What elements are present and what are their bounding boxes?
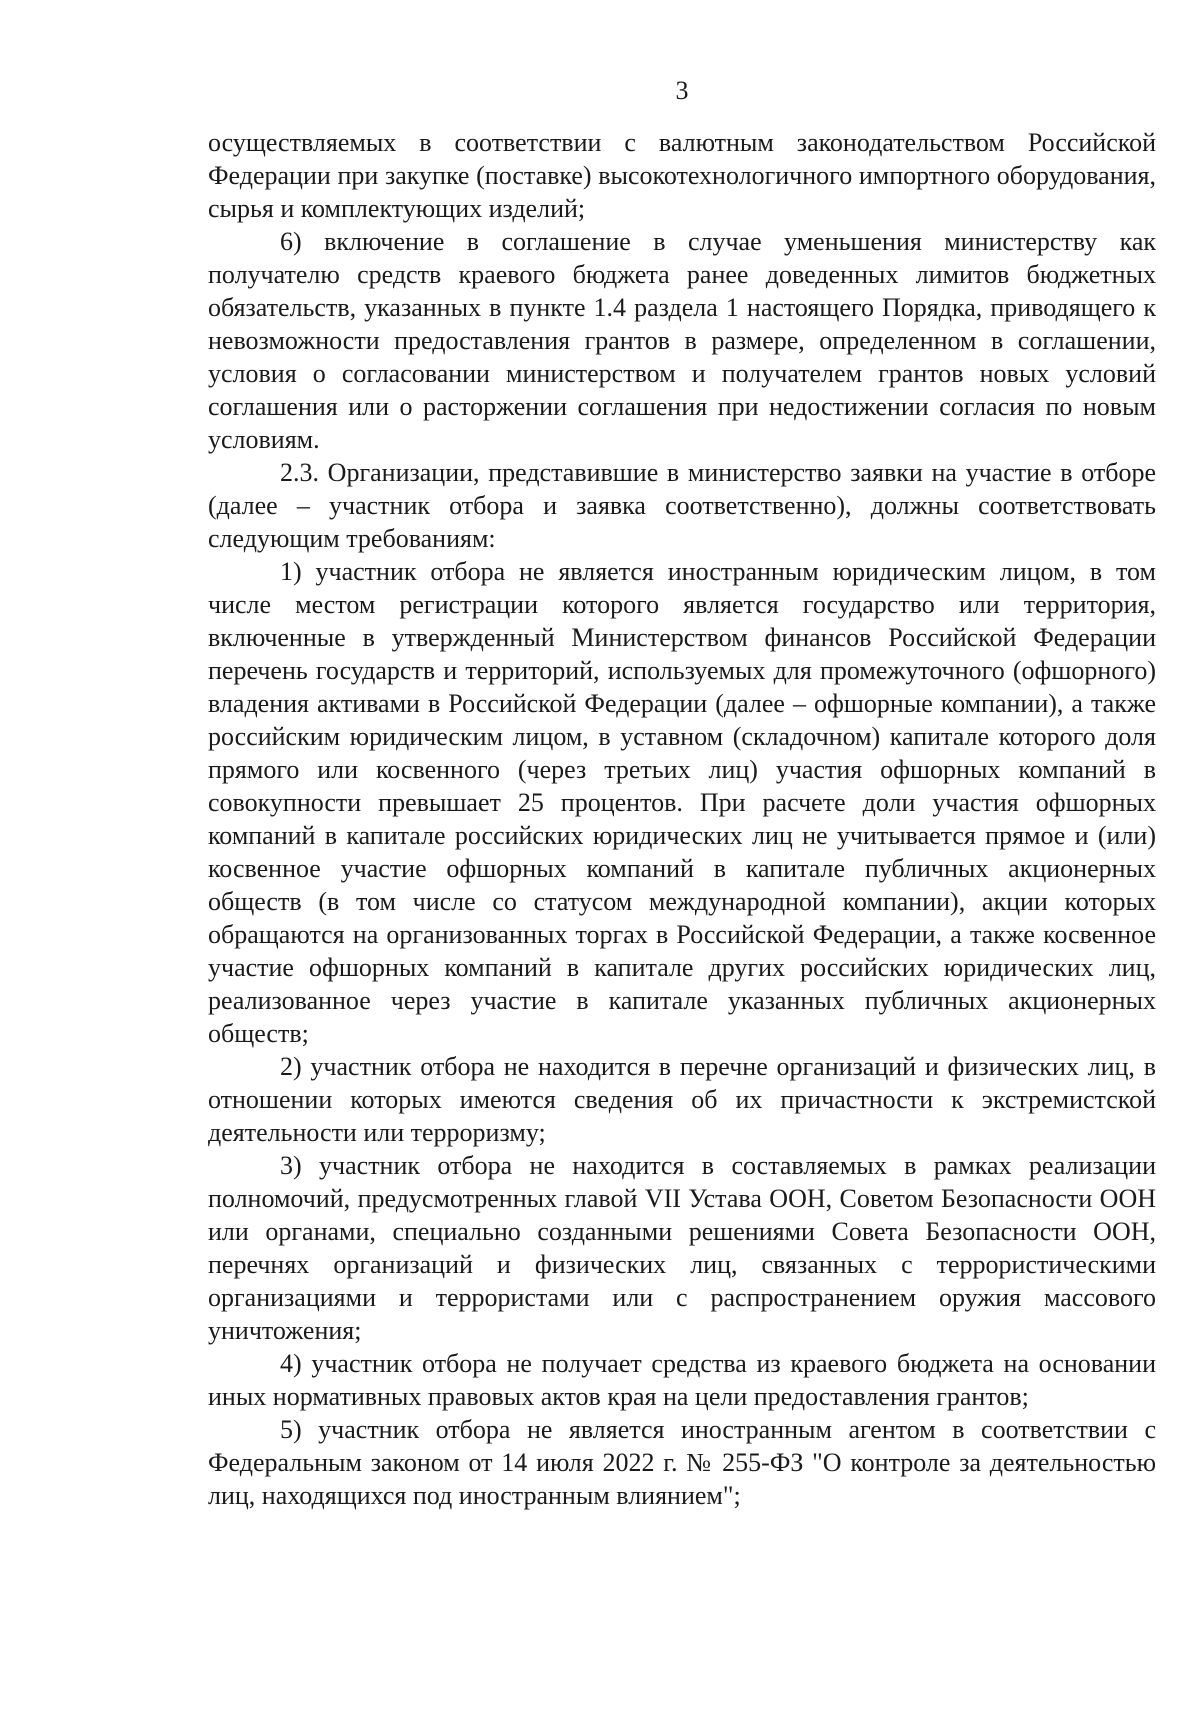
paragraph-item-6: 6) включение в соглашение в случае уменьшения министерству как получателю средств краевого бюджета ранее доведенных лимитов бюджетных обязательств, указанных в пункте 1.4 раздела 1 настоящего Порядка, приводящего к невозможности предоставления грантов в размере, определенном в соглашении, условия о согласовании министерством и получателем грантов новых условий соглашения или о расторжении соглашения при недостижении согласия по новым условиям. <box>208 227 1156 454</box>
page-number: 3 <box>675 76 689 105</box>
paragraph-requirement-5: 5) участник отбора не является иностранным агентом в соответствии с Федеральным законом от 14 июля 2022 г. № 255-ФЗ "О контроле за деятельностью лиц, находящихся под иностранным влиянием"; <box>208 1415 1156 1510</box>
paragraph-requirement-1: 1) участник отбора не является иностранным юридическим лицом, в том числе местом регистрации которого является государство или территория, включенные в утвержденный Министерством финансов Российской Федерации перечень государств и территорий, используемых для промежуточного (офшорного) владения активами в Российской Федерации (далее – офшорные компании), а также российским юридическим лицом, в уставном (складочном) капитале которого доля прямого или косвенного (через третьих лиц) участия офшорных компаний в совокупности превышает 25 процентов. При расчете доли участия офшорных компаний в капитале российских юридических лиц не учитывается прямое и (или) косвенное участие офшорных компаний в капитале публичных акционерных обществ (в том числе со статусом международной компании), акции которых обращаются на организованных торгах в Российской Федерации, а также косвенное участие офшорных компаний в капитале других российских юридических лиц, реализованное через участие в капитале указанных публичных акционерных обществ; <box>208 557 1156 1048</box>
paragraph-section-2-3: 2.3. Организации, представившие в министерство заявки на участие в отборе (далее – участник отбора и заявка соответственно), должны соответствовать следующим требованиям: <box>208 458 1156 553</box>
paragraph-requirement-2: 2) участник отбора не находится в перечне организаций и физических лиц, в отношении которых имеются сведения об их причастности к экстремистской деятельности или терроризму; <box>208 1052 1156 1147</box>
paragraph-requirement-4: 4) участник отбора не получает средства из краевого бюджета на основании иных нормативных правовых актов края на цели предоставления грантов; <box>208 1349 1156 1411</box>
paragraph-continuation: осуществляемых в соответствии с валютным законодательством Российской Федерации при закупке (поставке) высокотехнологичного импортного оборудования, сырья и комплектующих изделий; <box>208 128 1156 223</box>
paragraph-requirement-3: 3) участник отбора не находится в составляемых в рамках реализации полномочий, предусмотренных главой VII Устава ООН, Советом Безопасности ООН или органами, специально созданными решениями Совета Безопасности ООН, перечнях организаций и физических лиц, связанных с террористическими организациями и террористами или с распространением оружия массового уничтожения; <box>208 1151 1156 1345</box>
document-body <box>208 126 1156 1512</box>
